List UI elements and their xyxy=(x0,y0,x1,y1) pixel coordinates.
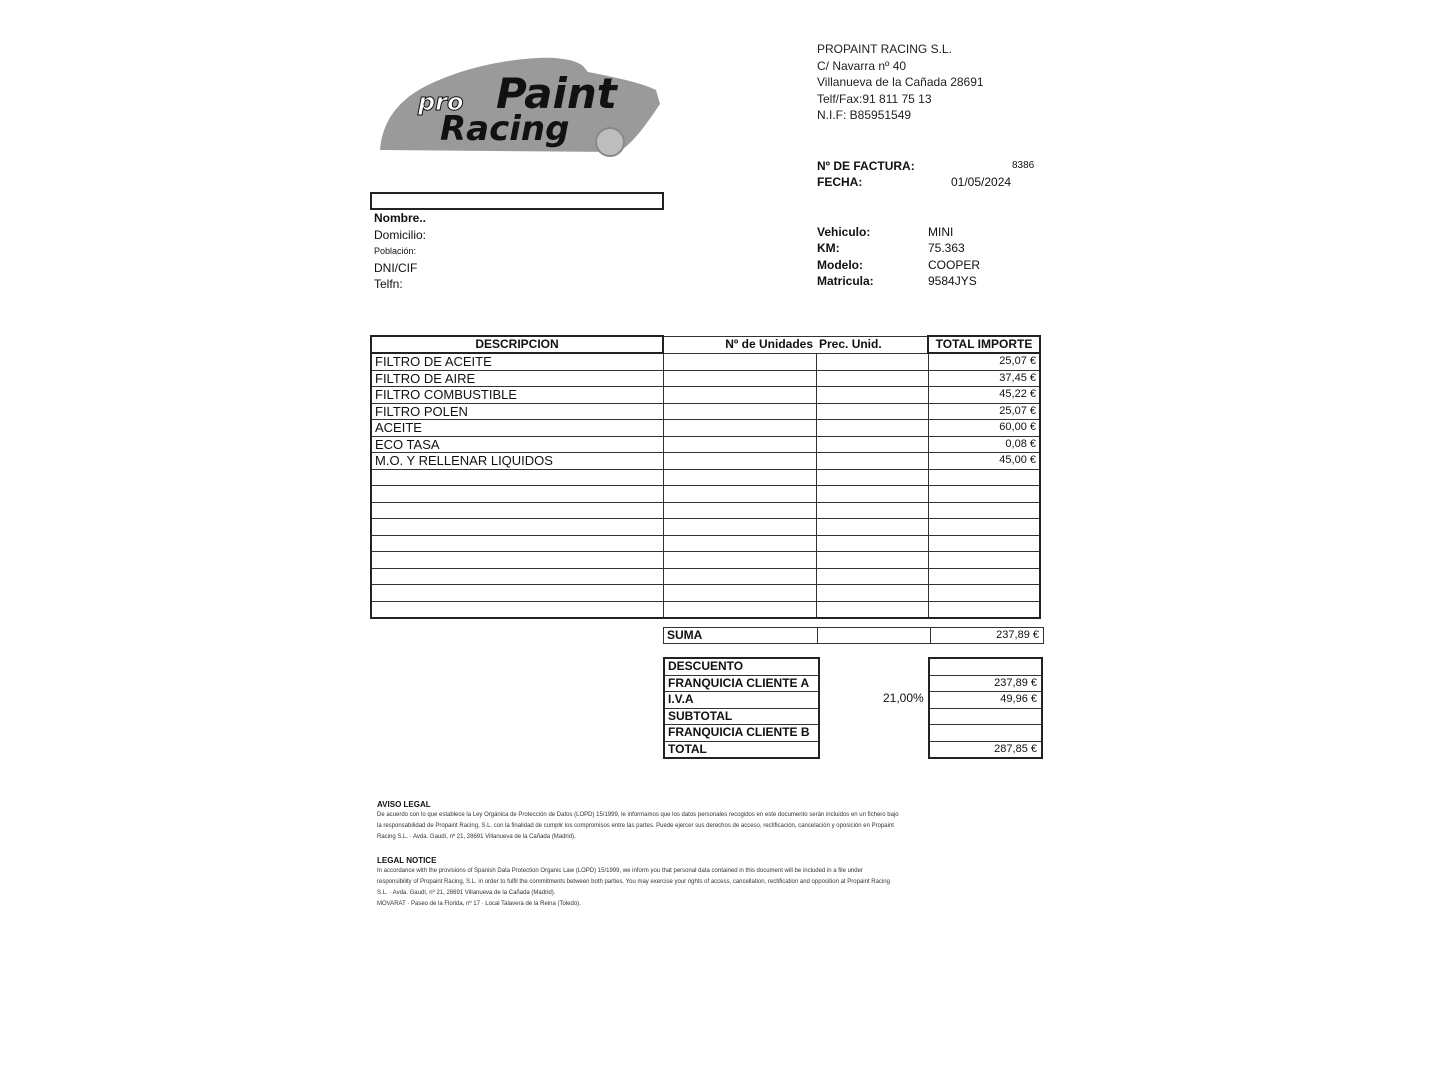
cell-price xyxy=(816,469,928,486)
cell-price xyxy=(816,353,928,370)
cell-price xyxy=(816,436,928,453)
cell-description xyxy=(371,601,663,618)
discount-value xyxy=(930,659,1041,676)
company-info xyxy=(817,41,984,124)
cell-total xyxy=(928,585,1040,602)
cell-units xyxy=(663,420,816,437)
cell-price xyxy=(816,568,928,585)
km-label: KM: xyxy=(817,241,840,255)
aviso-title: AVISO LEGAL xyxy=(377,800,431,809)
cell-price xyxy=(816,535,928,552)
cell-description xyxy=(371,469,663,486)
table-row xyxy=(371,403,1040,420)
cell-price xyxy=(816,370,928,387)
cell-units xyxy=(663,535,816,552)
client-name-box xyxy=(370,192,664,210)
cell-total xyxy=(928,552,1040,569)
client-info xyxy=(374,210,426,293)
cell-description: FILTRO POLEN xyxy=(371,403,663,420)
vehicle-label: Vehiculo: xyxy=(817,225,871,239)
items-body xyxy=(371,353,1040,618)
cell-price xyxy=(816,453,928,470)
cell-units xyxy=(663,403,816,420)
company-name: PROPAINT RACING S.L. xyxy=(817,42,952,56)
cell-total: 45,00 € xyxy=(928,453,1040,470)
cell-price xyxy=(816,420,928,437)
cell-description xyxy=(371,585,663,602)
cell-units xyxy=(663,370,816,387)
iva-rate: 21,00% xyxy=(883,691,924,705)
cell-price xyxy=(816,519,928,536)
header-total: TOTAL IMPORTE xyxy=(928,336,1040,353)
cell-total xyxy=(928,502,1040,519)
notice-text-2: responsibility of Propaint Racing, S.L. in order to fulfil the commitments between both parties. You may exercise your rights of access, cancellation, rectification and opposition at Propaint Racing xyxy=(377,879,890,885)
invoice-number-label: Nº DE FACTURA: xyxy=(817,159,915,173)
cell-price xyxy=(816,585,928,602)
aviso-text-3: Racing S.L. · Avda. Gaudí, nº 21, 28691 Villanueva de la Cañada (Madrid). xyxy=(377,834,576,840)
client-name-label: Nombre.. xyxy=(374,211,427,225)
suma-row xyxy=(663,627,1044,644)
table-row xyxy=(371,552,1040,569)
franquicia-a-label: FRANQUICIA CLIENTE A xyxy=(665,676,818,693)
cell-price xyxy=(816,552,928,569)
plate-value: 9584JYS xyxy=(928,274,977,288)
table-row xyxy=(371,519,1040,536)
legal-notice xyxy=(377,855,1042,910)
franquicia-b-label: FRANQUICIA CLIENTE B xyxy=(665,725,818,742)
total-value: 287,85 € xyxy=(994,742,1037,755)
invoice-date-label: FECHA: xyxy=(817,175,863,189)
cell-price xyxy=(816,502,928,519)
cell-price xyxy=(816,601,928,618)
table-row xyxy=(371,601,1040,618)
cell-description xyxy=(371,502,663,519)
cell-description xyxy=(371,552,663,569)
table-row xyxy=(371,568,1040,585)
cell-units xyxy=(663,469,816,486)
table-row xyxy=(371,387,1040,404)
cell-description: ECO TASA xyxy=(371,436,663,453)
cell-total xyxy=(928,469,1040,486)
cell-total: 60,00 € xyxy=(928,420,1040,437)
suma-label: SUMA xyxy=(664,628,818,643)
cell-total: 25,07 € xyxy=(928,403,1040,420)
table-row xyxy=(371,585,1040,602)
aviso-text-1: De acuerdo con lo que establece la Ley Orgánica de Protección de Datos (LOPD) 15/1999, le informamos que los datos personales recogidos en este documento serán incluidos en un fichero bajo xyxy=(377,812,899,818)
cell-units xyxy=(663,601,816,618)
notice-title: LEGAL NOTICE xyxy=(377,856,437,865)
header-units: Nº de Unidades xyxy=(663,336,816,353)
model-label: Modelo: xyxy=(817,258,863,272)
totals-values xyxy=(928,657,1043,759)
header-price: Prec. Unid. xyxy=(816,336,928,353)
table-row xyxy=(371,436,1040,453)
items-table xyxy=(370,335,1041,619)
cell-description xyxy=(371,568,663,585)
cell-total xyxy=(928,519,1040,536)
totals-labels xyxy=(663,657,820,759)
cell-total xyxy=(928,486,1040,503)
cell-units xyxy=(663,453,816,470)
iva-value: 49,96 € xyxy=(930,692,1041,709)
cell-total xyxy=(928,535,1040,552)
cell-units xyxy=(663,552,816,569)
cell-description xyxy=(371,519,663,536)
km-value: 75.363 xyxy=(928,241,965,255)
cell-price xyxy=(816,403,928,420)
cell-total: 0,08 € xyxy=(928,436,1040,453)
plate-label: Matricula: xyxy=(817,274,874,288)
cell-description: FILTRO DE ACEITE xyxy=(371,353,663,370)
invoice-number: 8386 xyxy=(1012,160,1035,171)
cell-units xyxy=(663,502,816,519)
cell-units xyxy=(663,353,816,370)
client-phone-label: Telfn: xyxy=(374,277,403,291)
table-row xyxy=(371,353,1040,370)
cell-total xyxy=(928,601,1040,618)
client-town-label: Población: xyxy=(374,246,417,256)
aviso-text-2: la responsabilidad de Propaint Racing, S.L. con la finalidad de cumplir los compromisos entre las partes. Puede ejercer sus derechos de acceso, rectificación, cancelación y oposición en Propaint xyxy=(377,823,894,829)
logo-racing: Racing xyxy=(440,109,570,149)
cell-description xyxy=(371,535,663,552)
cell-units xyxy=(663,585,816,602)
notice-text-1: In accordance with the provisions of Spanish Data Protection Organic Law (LOPD) 15/1999, we inform you that personal data contained in this document will be included in a file under xyxy=(377,868,863,874)
model-value: COOPER xyxy=(928,258,981,272)
company-logo xyxy=(378,52,678,162)
notice-text-3: S.L. · Avda. Gaudí, nº 21, 28691 Villanueva de la Cañada (Madrid). xyxy=(377,890,556,896)
subtotal-value xyxy=(930,709,1041,726)
cell-units xyxy=(663,436,816,453)
company-address: C/ Navarra nº 40 xyxy=(817,58,907,73)
cell-total: 25,07 € xyxy=(928,353,1040,370)
subtotal-label: SUBTOTAL xyxy=(665,709,818,726)
company-nif: N.I.F: B85951549 xyxy=(817,108,912,123)
franquicia-b-value xyxy=(930,725,1041,742)
table-row xyxy=(371,453,1040,470)
cell-units xyxy=(663,387,816,404)
legal-aviso xyxy=(377,799,1042,843)
discount-label: DESCUENTO xyxy=(665,659,818,676)
vehicle-value: MINI xyxy=(928,225,954,239)
table-row xyxy=(371,370,1040,387)
cell-description: FILTRO DE AIRE xyxy=(371,370,663,387)
cell-description xyxy=(371,486,663,503)
cell-total: 37,45 € xyxy=(928,370,1040,387)
company-phone: Telf/Fax:91 811 75 13 xyxy=(817,91,932,106)
table-row xyxy=(371,502,1040,519)
table-row xyxy=(371,535,1040,552)
logo-pro: pro xyxy=(418,88,464,116)
franquicia-a-value: 237,89 € xyxy=(930,676,1041,693)
client-dni-label: DNI/CIF xyxy=(374,260,418,275)
client-address-label: Domicilio: xyxy=(374,227,427,242)
cell-units xyxy=(663,486,816,503)
wheel xyxy=(596,128,624,156)
cell-price xyxy=(816,486,928,503)
cell-description: M.O. Y RELLENAR LIQUIDOS xyxy=(371,453,663,470)
cell-total xyxy=(928,568,1040,585)
notice-text-4: MOVARAT · Paseo de la Florida, nº 17 · Local Talavera de la Reina (Toledo). xyxy=(377,901,581,907)
cell-price xyxy=(816,387,928,404)
cell-units xyxy=(663,519,816,536)
table-row xyxy=(371,469,1040,486)
header-description: DESCRIPCION xyxy=(371,336,663,353)
iva-label: I.V.A xyxy=(665,692,818,709)
invoice-date: 01/05/2024 xyxy=(951,175,1012,189)
cell-total: 45,22 € xyxy=(928,387,1040,404)
cell-units xyxy=(663,568,816,585)
suma-value: 237,89 € xyxy=(996,629,1039,641)
suma-spacer xyxy=(818,628,931,643)
logo-paint: Paint xyxy=(496,69,617,118)
company-city: Villanueva de la Cañada 28691 xyxy=(817,75,984,90)
cell-description: FILTRO COMBUSTIBLE xyxy=(371,387,663,404)
table-row xyxy=(371,486,1040,503)
total-label: TOTAL xyxy=(668,741,707,756)
cell-description: ACEITE xyxy=(371,420,663,437)
table-row xyxy=(371,420,1040,437)
